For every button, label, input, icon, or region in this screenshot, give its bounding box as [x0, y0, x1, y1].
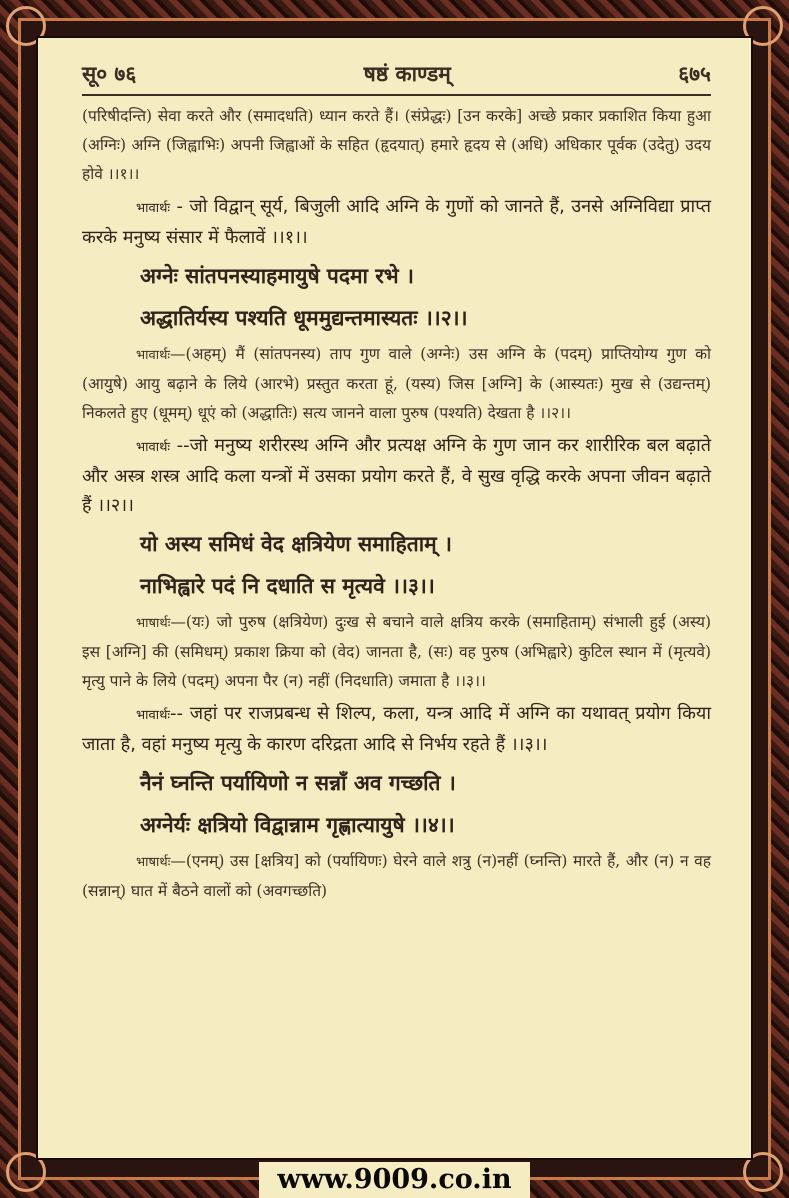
mantra-3-line-1: यो अस्य समिधं वेद क्षत्रियेण समाहिताम् । — [140, 532, 452, 556]
mantra-2-line-2: अद्धातिर्यस्य पश्यति धूममुद्यन्तमास्यतः ।।२।। — [140, 306, 468, 330]
translation-text: —(यः) जो पुरुष (क्षत्रियेण) दुःख से बचाने वाले क्षत्रिय करके (समाहिताम्) संभाली हुई (अस्य) इस [अग्नि] की (समिधम्) प्रकाश क्रिया को (वेद) जानता है, (सः) वह पुरुष (अभिह्वारे) कुटिल स्थान में (मृत्यवे) मृत्यु पाने के लिये (पदम्) अपना पैर (न) नहीं (निदधाति) जमाता है ।।३।। — [82, 613, 711, 690]
meaning-text: --जो मनुष्य शरीरस्थ अग्नि और प्रत्यक्ष अग्नि के गुण जान कर शारीरिक बल बढ़ाते और अस्त्र शस्त्र आदि कला यन्त्रों में उसका प्रयोग करते हैं, वे सुख वृद्धि करके अपना जीवन बढ़ाते हैं ।।२।। — [82, 435, 711, 516]
meaning-paragraph-1 — [82, 192, 711, 252]
meaning-label: भावार्थः — [136, 201, 171, 216]
mantra-2-line-1: अग्नेः सांतपनस्याहमायुषे पदमा रभे । — [140, 264, 414, 288]
meaning-paragraph-2 — [82, 431, 711, 520]
chapter-title: षष्ठं काण्डम् — [363, 62, 451, 86]
sutra-number: सू० ७६ — [82, 62, 137, 86]
page-header — [82, 60, 711, 96]
meaning-label: भावार्थः — [136, 708, 171, 723]
translation-paragraph-4 — [82, 847, 711, 906]
translation-label: भावार्थः — [136, 348, 171, 363]
meaning-text: - जो विद्वान् सूर्य, बिजुली आदि अग्नि के गुणों को जानते हैं, उनसे अग्निविद्या प्राप्त करके मनुष्य संसार में फैलावें ।।१।। — [82, 196, 711, 248]
book-page — [36, 36, 753, 1160]
translation-label: भाषार्थः — [136, 616, 171, 631]
translation-text: —(एनम्) उस [क्षत्रिय] को (पर्यायिणः) घेरने वाले शत्रु (न)नहीं (घ्नन्ति) मारते हैं, और (न) न वह (सन्नान्) घात में बैठने वालों को (अवगच्छति) — [82, 852, 711, 900]
mantra-4-line-1: नैनं घ्नन्ति पर्यायिणो न सन्नाँ अव गच्छति । — [140, 771, 456, 795]
page-number: ६७५ — [678, 62, 711, 86]
translation-label: भाषार्थः — [136, 855, 171, 870]
translation-paragraph-2 — [82, 340, 711, 428]
footer-watermark — [0, 1162, 789, 1198]
mantra-3-line-2: नाभिह्वारे पदं नि दधाति स मृत्यवे ।।३।। — [140, 574, 435, 598]
mantra-4-line-2: अग्नेर्यः क्षत्रियो विद्वान्नाम गृह्णात्यायुषे ।।४।। — [140, 813, 455, 837]
meaning-label: भावार्थः — [136, 440, 171, 455]
translation-paragraph-3 — [82, 608, 711, 696]
website-url: www.9009.co.in — [259, 1162, 529, 1198]
meaning-paragraph-3 — [82, 699, 711, 759]
translation-paragraph-1: (परिषीदन्ति) सेवा करते और (समादधति) ध्यान करते हैं। (संप्रेद्धः) [उन करके] अच्छे प्रकार प्रकाशित किया हुआ (अग्निः) अग्नि (जिह्वाभिः) अपनी जिह्वाओं के सहित (हृदयात्) हमारे हृदय से (अधि) अधिकार पूर्वक (उदेतु) उदय होवे ।।१।। — [82, 107, 711, 183]
meaning-text: -- जहां पर राजप्रबन्ध से शिल्प, कला, यन्त्र आदि में अग्नि का यथावत् प्रयोग किया जाता है, वहां मनुष्य मृत्यु के कारण दरिद्रता आदि से निर्भय रहते हैं ।।३।। — [82, 703, 711, 755]
translation-text: —(अहम्) मैं (सांतपनस्य) ताप गुण वाले (अग्नेः) उस अग्नि के (पदम्) प्राप्तियोग्य गुण को (आयुषे) आयु बढ़ाने के लिये (आरभे) प्रस्तुत करता हूं, (यस्य) जिस [अग्नि] के (आस्यतः) मुख से (उद्यन्तम्) निकलते हुए (धूमम्) धूएं को (अद्धातिः) सत्य जानने वाला पुरुष (पश्यति) देखता है ।।२।। — [82, 345, 711, 422]
